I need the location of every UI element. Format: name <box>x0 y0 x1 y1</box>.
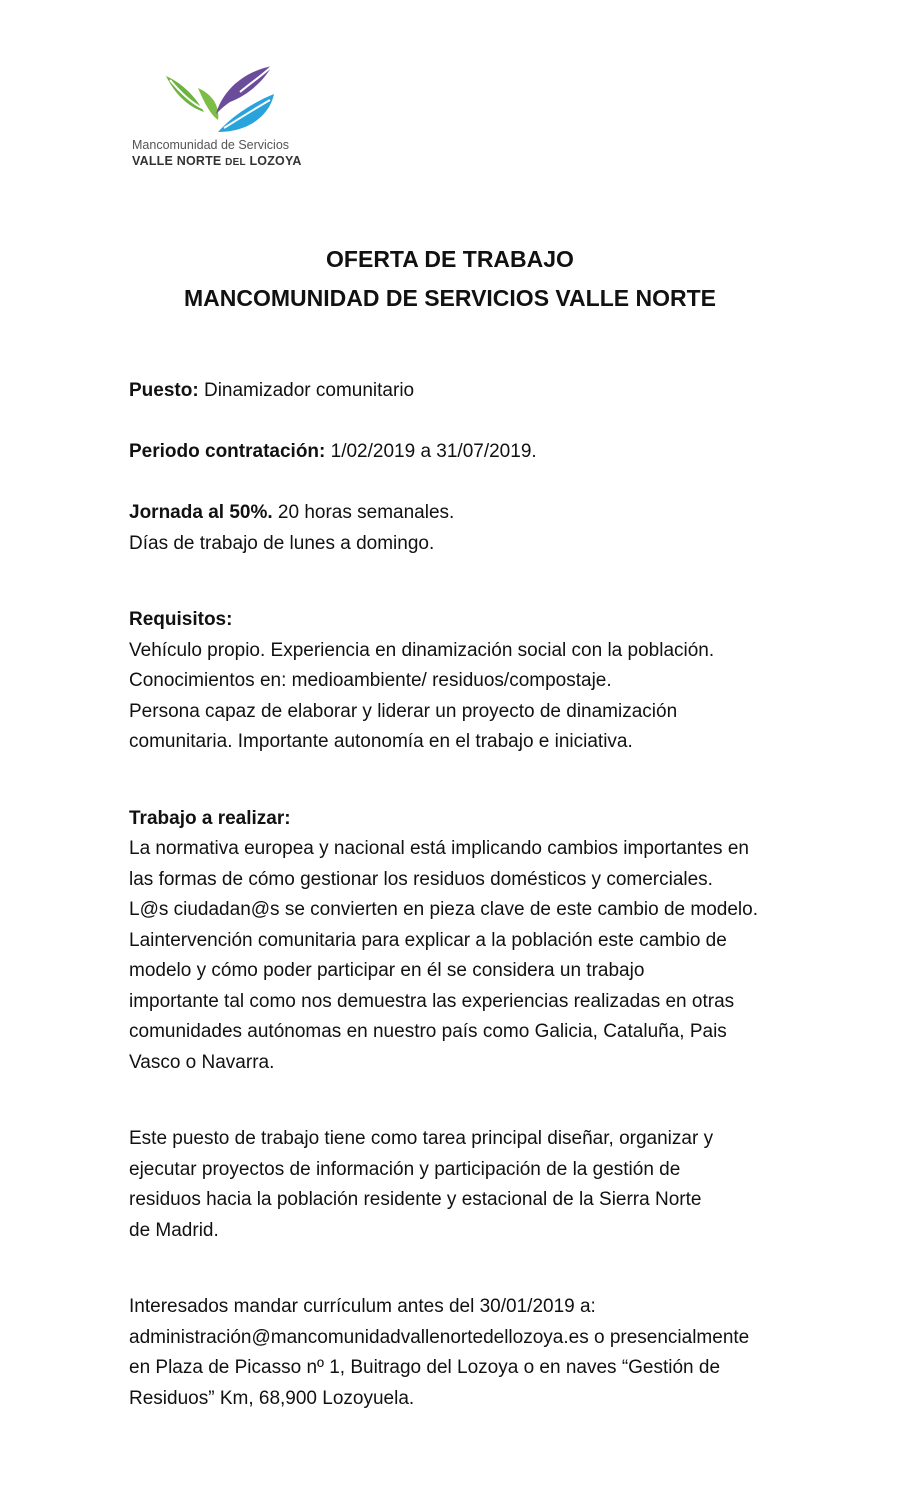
puesto-label: Puesto: <box>129 380 199 401</box>
document-subtitle: MANCOMUNIDAD DE SERVICIOS VALLE NORTE <box>183 285 716 311</box>
contacto-email-line[interactable]: administración@mancomunidadvallenortedellozoya.es o presencialmente <box>129 1326 750 1348</box>
jornada-dias: Días de trabajo de lunes a domingo. <box>129 532 435 554</box>
periodo-value: 1/02/2019 a 31/07/2019. <box>325 441 537 462</box>
puesto-line <box>129 376 809 407</box>
jornada-line <box>129 498 809 529</box>
contacto-line: en Plaza de Picasso nº 1, Buitrago del Lozoya o en naves “Gestión de <box>129 1357 721 1378</box>
trabajo-line: las formas de cómo gestionar los residuos domésticos y comerciales. <box>129 868 713 890</box>
requisitos-heading: Requisitos: <box>129 609 233 630</box>
document-body <box>129 376 809 1414</box>
trabajo-line: La normativa europea y nacional está implicando cambios importantes en <box>129 838 749 859</box>
puesto-value: Dinamizador comunitario <box>198 380 415 401</box>
periodo-label: Periodo contratación: <box>129 441 326 462</box>
descripcion-line: de Madrid. <box>129 1219 219 1241</box>
descripcion-line: residuos hacia la población residente y estacional de la Sierra Norte <box>129 1189 702 1210</box>
leaves-logo-icon <box>160 62 278 136</box>
trabajo-line: modelo y cómo poder participar en él se considera un trabajo <box>129 960 645 981</box>
requisitos-line: Persona capaz de elaborar y liderar un proyecto de dinamización <box>129 700 678 722</box>
jornada-label: Jornada al 50%. <box>129 502 273 523</box>
descripcion-line: Este puesto de trabajo tiene como tarea principal diseñar, organizar y <box>129 1128 714 1149</box>
document-title: OFERTA DE TRABAJO <box>326 246 574 272</box>
logo-text-valle-norte: VALLE NORTE <box>132 154 226 168</box>
logo-text-lozoya: LOZOYA <box>245 154 302 168</box>
requisitos-line: comunitaria. Importante autonomía en el trabajo e iniciativa. <box>129 731 633 752</box>
jornada-value: 20 horas semanales. <box>272 502 455 523</box>
requisitos-line: Vehículo propio. Experiencia en dinamización social con la población. <box>129 639 715 661</box>
trabajo-line: comunidades autónomas en nuestro país como Galicia, Cataluña, Pais <box>129 1021 727 1042</box>
requisitos-line: Conocimientos en: medioambiente/ residuos/compostaje. <box>129 670 612 691</box>
logo-text-line1: Mancomunidad de Servicios <box>132 138 290 152</box>
trabajo-line: Vasco o Navarra. <box>129 1051 275 1073</box>
organization-logo <box>128 62 318 172</box>
trabajo-heading: Trabajo a realizar: <box>129 807 291 829</box>
periodo-line <box>129 437 809 468</box>
contacto-line: Residuos” Km, 68,900 Lozoyuela. <box>129 1387 415 1409</box>
contacto-line: Interesados mandar currículum antes del 30/01/2019 a: <box>129 1296 596 1317</box>
logo-text-line2 <box>132 154 302 168</box>
logo-text-del: DEL <box>225 157 246 168</box>
trabajo-line: L@s ciudadan@s se convierten en pieza clave de este cambio de modelo. <box>129 899 758 920</box>
trabajo-line: Laintervención comunitaria para explicar a la población este cambio de <box>129 929 727 951</box>
descripcion-line: ejecutar proyectos de información y participación de la gestión de <box>129 1158 681 1180</box>
trabajo-line: importante tal como nos demuestra las experiencias realizadas en otras <box>129 990 735 1012</box>
